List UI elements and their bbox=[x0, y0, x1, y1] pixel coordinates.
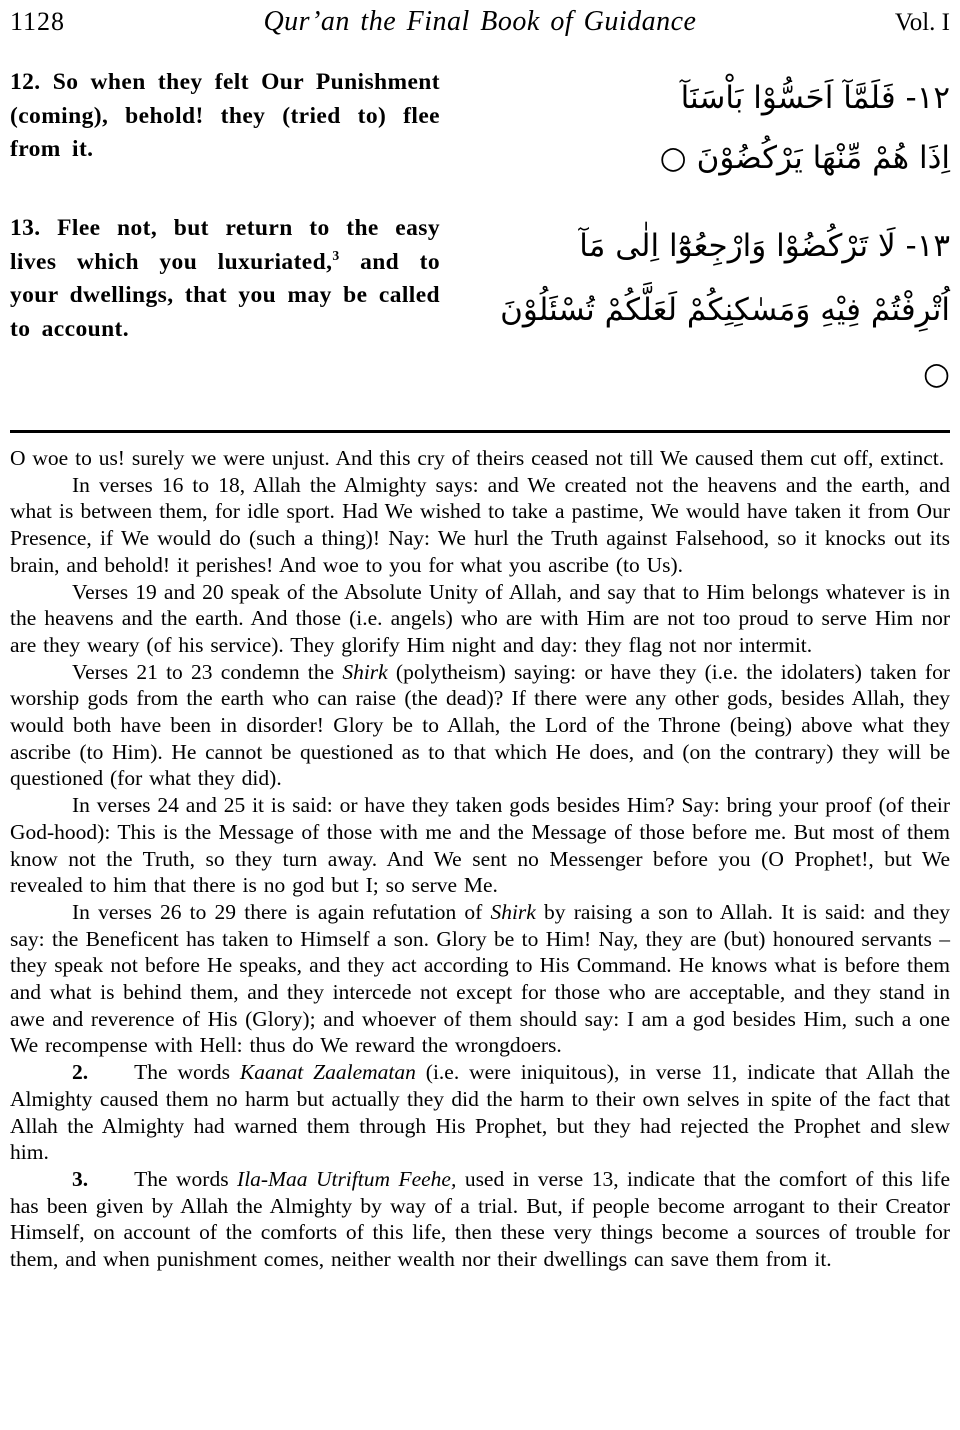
commentary-body bbox=[10, 445, 950, 1273]
book-title: Qur’an the Final Book of Guidance bbox=[263, 6, 697, 37]
verse-13-translation: 13. Flee not, but return to the easy lives which you luxuriated,$^3$ and to your dwellings, that you may be called to account. bbox=[10, 215, 441, 342]
commentary-paragraph-verses-26-29: In verses 26 to 29 there is again refutation of Shirk by raising a son to Allah. It is said: and they say: the Beneficent has taken to Himself a son. Glory be to Him! Nay, they are (but) honoured servants – they speak not before He speaks, and they act according to His Command. He knows what is before them and what is behind them, and they intercede not except for those who are acceptable, and they stand in awe and reverence of His (Glory); and whoever of them should say: I am a god besides Him, such a one We recompense with Hell: thus do We reward the wrongdoers. bbox=[10, 899, 950, 1058]
page-number: 1128 bbox=[10, 7, 66, 36]
commentary-paragraph-verses-16-18: In verses 16 to 18, Allah the Almighty says: and We created not the heavens and the earth, and what is between them, for idle sport. Had We wished to take a pastime, We would have taken it from Our Presence, if We would do (such a thing)! Nay: We hurl the Truth against Falsehood, so it knocks out its brain, and behold! it perishes! And woe to you for what you ascribe (to Us). bbox=[10, 472, 950, 577]
arabic-line: ١٢- فَلَمَّآ اَحَسُّوْا بَاْسَنَآ bbox=[680, 80, 950, 116]
verse-12-translation: 12. So when they felt Our Punishment (coming), behold! they (tried to) flee from it. bbox=[10, 69, 440, 162]
footnote-2: 2. The words Kaanat Zaalematan (i.e. were iniquitous), in verse 11, indicate that Allah the Almighty caused them no harm but actually they did the harm to their own selves in spite of the fact that Allah the Almighty had warned them through His Prophet, but they had rejected the Prophet and slew him. bbox=[10, 1060, 950, 1165]
arabic-line: ١٣- لَا تَرْكُضُوْا وَارْجِعُوْٓا اِلٰى مَآ bbox=[579, 228, 950, 264]
section-divider bbox=[10, 430, 950, 433]
footnote-3: 3. The words Ila-Maa Utriftum Feehe, used in verse 13, indicate that the comfort of this life has been given by Allah the Almighty by way of a trial. But, if people become arrogant to their Creator Himself, on account of the comforts of this life, then these very things become a sources of trouble for them, and when punishment comes, neither wealth nor their dwellings can save them from it. bbox=[10, 1166, 951, 1272]
verse-13-arabic bbox=[470, 212, 950, 406]
volume-label: Vol. I bbox=[894, 9, 950, 36]
commentary-paragraph-verses-21-23: Verses 21 to 23 condemn the Shirk (polytheism) saying: or have they (i.e. the idolaters) taken for worship gods from the earth who can raise (the dead)? If there were any other gods, besides Allah, they would both have been in disorder! Glory be to Allah, the Lord of the Throne (being) above what they ascribe (to Him). He cannot be questioned as to that which He does, and (on the contrary) they will be questioned (for what they did). bbox=[10, 659, 951, 791]
verse-12-arabic bbox=[470, 66, 950, 188]
commentary-paragraph-verses-24-25: In verses 24 and 25 it is said: or have they taken gods besides Him? Say: bring your proof (of their God-hood): This is the Message of those with me and the Message of those before me. But most of them know not the Truth, so they turn away. And We sent no Messenger before you (O Prophet!, but We revealed to him that there is no god but I; so serve Me. bbox=[10, 793, 950, 898]
arabic-line: اِذَا هُمْ مِّنْهَا يَرْكُضُوْنَ ○ bbox=[659, 140, 950, 176]
arabic-line: اُتْرِفْتُمْ فِيْهِ وَمَسٰكِنِكُمْ لَعَلَّكُمْ تُسْئَلُوْنَ ○ bbox=[500, 292, 950, 392]
verse-12-row bbox=[10, 66, 950, 188]
commentary-paragraph-continuation: O woe to us! surely we were unjust. And this cry of theirs ceased not till We caused them cut off, extinct. bbox=[10, 446, 945, 470]
commentary-paragraph-verses-19-20: Verses 19 and 20 speak of the Absolute Unity of Allah, and say that to Him belongs whatever is in the heavens and the earth. And those (i.e. angels) who are with Him are not too proud to serve Him nor are they weary (of his service). They glorify Him night and day: they flag not nor intermit. bbox=[10, 579, 950, 657]
page-header bbox=[10, 6, 950, 38]
verse-13-row bbox=[10, 212, 950, 406]
